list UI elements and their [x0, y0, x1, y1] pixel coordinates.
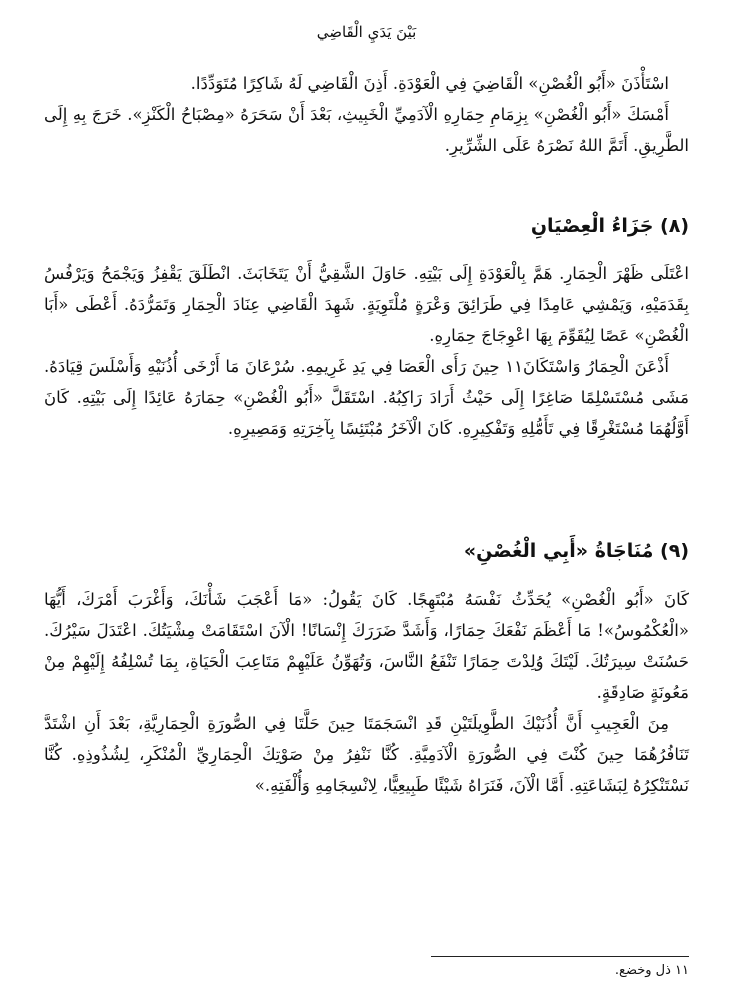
footnote-divider [431, 956, 689, 957]
section-9-body [44, 584, 689, 801]
section-8-paragraph-2: أَذْعَنَ الْحِمَارُ وَاسْتَكَانَ١١ حِينَ رَأَى الْعَصَا فِي يَدِ غَرِيمِهِ. سُرْعَانَ مَا أَرْخَى أُذُنَيْهِ وَأَسْلَسَ قِيَادَهُ. مَشَى مُسْتَسْلِمًا صَاغِرًا إِلَى حَيْثُ أَرَادَ رَاكِبُهُ. اسْتَقَلَّ «أَبُو الْغُصْنِ» حِمَارَهُ عَائِدًا إِلَى بَيْتِهِ. كَانَ أَوَّلُهُمَا مُسْتَغْرِقًا فِي تَأَمُّلِهِ وَتَفْكِيرِهِ. كَانَ الْآخَرُ مُبْتَئِسًا بِآخِرَتِهِ وَمَصِيرِهِ. [44, 357, 689, 438]
running-header: بَيْنَ يَدَيِ الْقَاضِي [316, 23, 417, 41]
section-9-paragraph-1: كَانَ «أَبُو الْغُصْنِ» يُحَدِّثُ نَفْسَهُ مُبْتَهِجًا. كَانَ يَقُولُ: «مَا أَعْجَبَ شَأْنَكَ، وَأَغْرَبَ أَمْرَكَ، أَيُّهَا «الْعُكْمُوسُ»! مَا أَعْظَمَ نَفْعَكَ حِمَارًا، وَأَشَدَّ ضَرَرَكَ إِنْسَانًا! الْآنَ اسْتَقَامَتْ مِشْيَتُكَ. اعْتَدَلَ سَيْرُكَ. حَسُنَتْ سِيرَتُكَ. لَيْتَكَ وُلِدْتَ حِمَارًا تَنْفَعُ النَّاسَ، وَتُهَوِّنُ عَلَيْهِمْ مَتَاعِبَ الْحَيَاةِ، بِمَا تُسْلِفُهُ إِلَيْهِمْ مِنْ مَعُونَةٍ صَادِقَةٍ. [44, 590, 689, 702]
intro-text [44, 68, 689, 161]
intro-paragraph-1: اسْتَأْذَنَ «أَبُو الْغُصْنِ» الْقَاضِيَ فِي الْعَوْدَةِ. أَذِنَ الْقَاضِي لَهُ شَاكِرًا مُتَوَدِّدًا. [190, 74, 669, 93]
section-9-paragraph-2: مِنَ الْعَجِيبِ أَنَّ أُذُنَيْكَ الطَّوِيلَتَيْنِ قَدِ انْسَجَمَتَا حِينَ حَلَّتَا فِي الصُّورَةِ الْحِمَارِيَّةِ، بَعْدَ أَنِ اشْتَدَّ تَنَافُرُهُمَا حِينَ كُنْتَ فِي الصُّورَةِ الْآدَمِيَّةِ. كُنَّا نَنْفِرُ مِنْ صَوْتِكَ الْحِمَارِيِّ الْمُنْكَرِ، لِشُذُوذِهِ. كُنَّا نَسْتَنْكِرُهُ لِبَشَاعَتِهِ. أَمَّا الْآنَ، فَنَرَاهُ شَيْئًا طَبِيعِيًّا، لِانْسِجَامِهِ وَأُلْفَتِهِ.» [44, 714, 689, 795]
footnote: ١١ ذل وخضع. [614, 963, 689, 978]
section-8-paragraph-1: اعْتَلَى ظَهْرَ الْحِمَارِ. هَمَّ بِالْعَوْدَةِ إِلَى بَيْتِهِ. حَاوَلَ الشَّقِيُّ أَنْ يَتَخَابَثَ. انْطَلَقَ يَقْفِزُ وَيَجْمَحُ وَيَرْفُسُ بِقَدَمَيْهِ، وَيَمْشِي عَامِدًا فِي طَرَائِقَ وَعْرَةٍ مُلْتَوِيَةٍ. شَهِدَ الْقَاضِي عِنَادَ الْحِمَارِ وَتَمَرُّدَهُ. أَعْطَى «أَبَا الْغُصْنِ» عَصًا لِيُقَوِّمَ بِهَا اعْوِجَاجَ حِمَارِهِ. [44, 264, 689, 345]
section-8-title: (٨) جَزَاءُ الْعِصْيَانِ [530, 215, 689, 237]
intro-paragraph-2: أَمْسَكَ «أَبُو الْغُصْنِ» بِزِمَامِ حِمَارِهِ الْآدَمِيِّ الْخَبِيثِ، بَعْدَ أَنْ سَحَرَهُ «مِصْبَاحُ الْكَنْزِ». خَرَجَ بِهِ إِلَى الطَّرِيقِ. أَتَمَّ اللهُ نَصْرَهُ عَلَى الشِّرِّيرِ. [44, 105, 689, 155]
section-8-body [44, 258, 689, 444]
section-9-title: (٩) مُنَاجَاةُ «أَبِي الْغُصْنِ» [463, 540, 689, 562]
